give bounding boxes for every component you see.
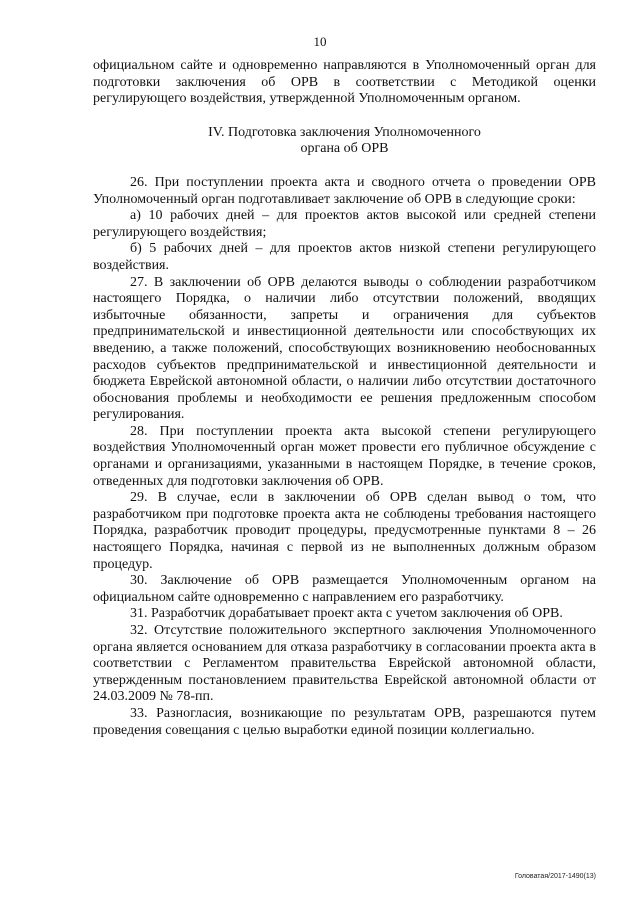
paragraph-30: 30. Заключение об ОРВ размещается Уполномоченным органом на официальном сайте одновременно с направлением его разработчику. (93, 573, 596, 605)
paragraph-32: 32. Отсутствие положительного экспертного заключения Уполномоченного органа является основанием для отказа разработчику в согласовании проекта акта в соответствии с Регламентом правительства Еврейской автономной области, утвержденным постановлением правительства Еврейской автономной области от 24.03.2009 № 78-пп. (93, 623, 596, 705)
continuation-paragraph: официальном сайте и одновременно направляются в Уполномоченный орган для подготовки заключения об ОРВ в соответствии с Методикой оценки регулирующего воздействия, утвержденной Уполномоченным органом. (93, 58, 596, 107)
section-heading-line1: IV. Подготовка заключения Уполномоченного (208, 124, 481, 140)
paragraph-26a: а) 10 рабочих дней – для проектов актов высокой или средней степени регулирующего воздействия; (93, 208, 596, 240)
paragraph-28: 28. При поступлении проекта акта высокой степени регулирующего воздействия Уполномоченный орган может провести его публичное обсуждение с органами и организациями, указанными в настоящем Порядке, в течение сроков, отведенных для подготовки заключения об ОРВ. (93, 423, 596, 489)
paragraph-33: 33. Разногласия, возникающие по результатам ОРВ, разрешаются путем проведения совещания с целью выработки единой позиции коллегиально. (93, 705, 596, 738)
paragraph-26b: б) 5 рабочих дней – для проектов актов низкой степени регулирующего воздействия. (93, 241, 596, 273)
page-number: 10 (313, 34, 327, 49)
paragraph-26: 26. При поступлении проекта акта и сводного отчета о проведении ОРВ Уполномоченный орган подготавливает заключение об ОРВ в следующие сроки: (93, 174, 596, 207)
section-heading-line2: органа об ОРВ (300, 141, 389, 157)
document-body (93, 58, 596, 739)
document-code: Головатая/2017-1490(13) (514, 873, 596, 880)
paragraph-31: 31. Разработчик дорабатывает проект акта с учетом заключения об ОРВ. (130, 606, 563, 622)
paragraph-29: 29. В случае, если в заключении об ОРВ сделан вывод о том, что разработчиком при подготовке проекта акта не соблюдены требования настоящего Порядка, разработчик проводит процедуры, предусмотренные пунктами 8 – 26 настоящего Порядка, начиная с первой из не выполненных должным образом процедур. (93, 490, 596, 572)
paragraph-27: 27. В заключении об ОРВ делаются выводы о соблюдении разработчиком настоящего Порядка, о наличии либо отсутствии положений, вводящих избыточные обязанности, запреты и ограничения для субъектов предпринимательской и инвестиционной деятельности или способствующих их введению, а также положений, способствующих возникновению необоснованных расходов субъектов предпринимательской и инвестиционной деятельности и бюджета Еврейской автономной области, о наличии либо отсутствии достаточного обоснования проблемы и необходимости ее решения предложенным способом регулирования. (93, 274, 596, 423)
section-heading (93, 125, 596, 158)
